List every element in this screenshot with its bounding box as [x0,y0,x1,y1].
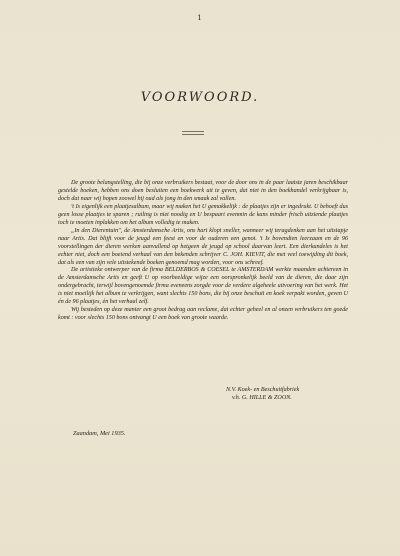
dateline: Zaandam, Mei 1935. [73,430,126,437]
signature-block [226,386,366,402]
page-number: 1 [197,14,203,22]
paragraph-5: Wij besteden op deze manier een groot bedrag aan reclame, dat echter geheel en al onzen verbruikers ten goede komt : voor slechts 150 bons ontvangt U een boek van groote waarde. [58,307,348,322]
page-title: VOORWOORD. [140,90,260,105]
paragraph-4: De artistieke ontwerper van de firma BELDERBOS & COESEL te AMSTERDAM werkte maanden achtereen in de Amsterdamsche Artis en geeft U op voorbeeldige wijze een oorspronkelijk beeld van de dieren, die daar zijn ondergebracht, terwijl bovengenoemde firma eveneens zorgde voor de verdere algeheele uitvoering van het werk. Het is niet moeilijk het album te verkrijgen, want slechts 150 bons, die bij onze beschuit en koek verpakt worden, geven U én de 96 plaatjes, én het verhaal zelf. [58,267,348,306]
title-ornament [182,131,204,135]
body-text [58,180,348,323]
paragraph-3: „In den Dierentuin", de Amsterdamsche Artis, ons hart klopt sneller, wanneer wij teragdenken aan het uitstapje naar Artis. Dat blijft voor de jeugd een feest en voor de ouderen een genot. 't Is bovendien leerzaam en de 96 voorstellingen der dieren werken aanvullend op hetgeen de jeugd op school daarvan leert. Een dierkundeles is het echter niet, doch een boeiend verhaal van den bekenden schrijver C. JOH. KIEVIT, die met veel toewijding dit boek, dat als een van zijn vele uitstekende boeken genoemd mag worden, voor ons schreef. [58,227,348,266]
paragraph-2: 't Is eigenlijk een plaatjesalbum, maar wij maken het U gemakkelijk : de plaatjes zijn er ingedrukt. U behoeft dus geen losse plaatjes te sparen ; ruiling is niet noodig en U bespaart evenmin de kans minder frisch uitziende plaatjes toch te moeten inplakken om het album volledig te maken. [58,203,348,226]
signature-company: N.V. Koek- en Beschuitfabriek [226,387,300,393]
paragraph-1: De groote belangstelling, die bij onze verbruikers bestaat, voor de door ons in de paar laatste jaren beschikbaar gestelde boeken, hebben ons doen besluiten een boekwerk uit te geven, dat niet in den boekhandel verkrijgbaar is, doch dat naar wij hopen zoowel bij oud als jong in den smaak zal vallen. [58,180,348,202]
signature-firm: v.h. G. HILLE & ZOON. [232,395,292,401]
